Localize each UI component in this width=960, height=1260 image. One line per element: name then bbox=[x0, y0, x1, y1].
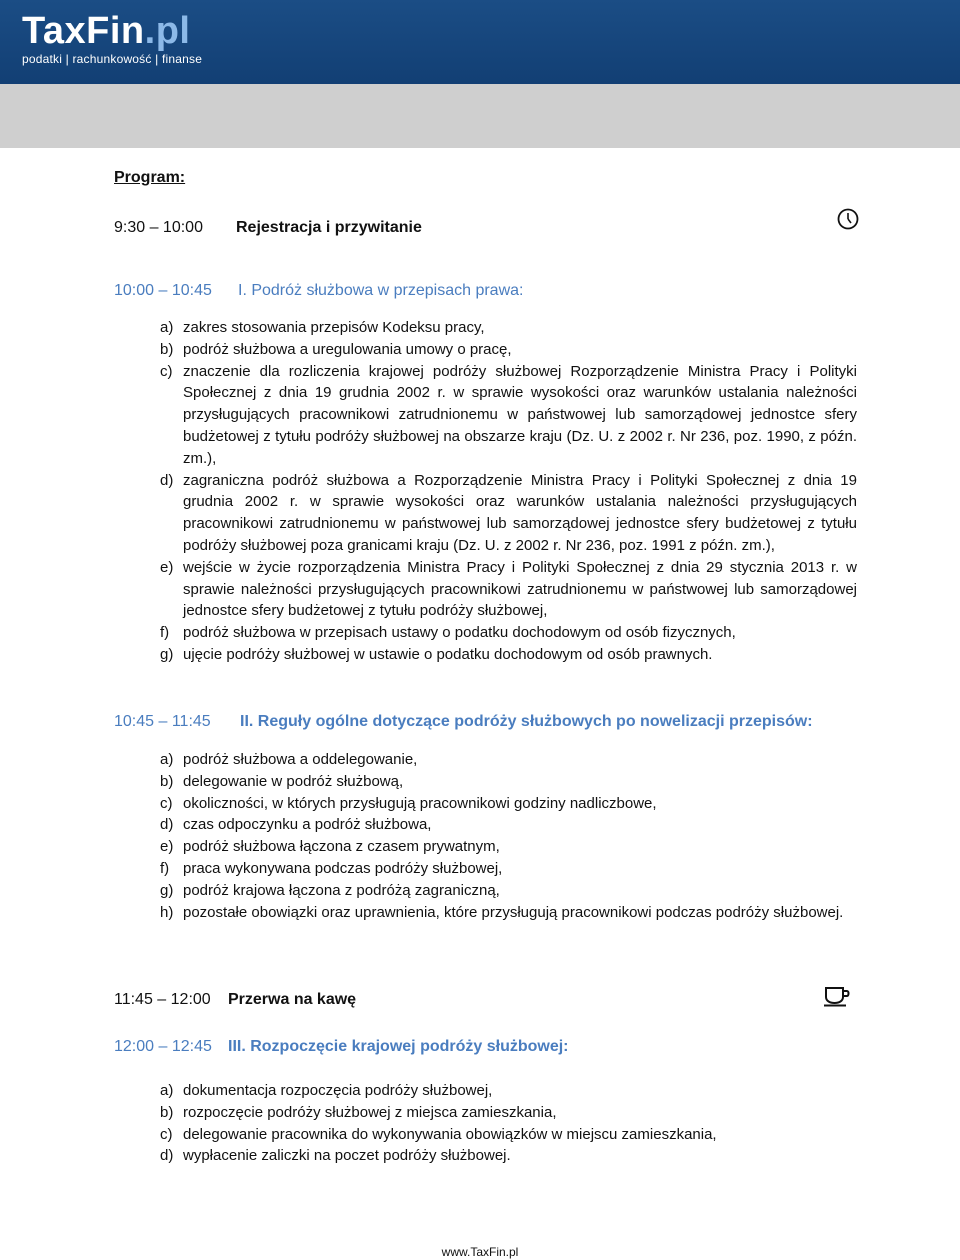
logo-tagline: podatki | rachunkowość | finanse bbox=[22, 52, 203, 66]
session-title: Przerwa na kawę bbox=[228, 991, 357, 1008]
logo-text: TaxFin.pl bbox=[22, 10, 191, 52]
list-item: d) wypłacenie zaliczki na poczet podróży służbowej. bbox=[160, 1147, 511, 1165]
session-time: 9:30 – 10:00 bbox=[114, 219, 203, 236]
clock-icon bbox=[837, 208, 859, 230]
session-4-items bbox=[160, 1080, 857, 1167]
session-registration bbox=[114, 218, 422, 238]
list-item: d) zagraniczna podróż służbowa a Rozporządzenie Ministra Pracy i Polityki Społecznej z dnia 19 grudnia 2002 r. w sprawie wysokości oraz warunków ustalania należności przysługujących pracownikowi zatrudnionemu w państwowej lub samorządowej jednostce sfery budżetowej z tytułu podróży służbowej poza granicami kraju (Dz. U. z 2002 r. Nr 236, poz. 1991 z późn. zm.), bbox=[160, 471, 857, 554]
session-title: III. Rozpoczęcie krajowej podróży służbowej: bbox=[228, 1038, 569, 1055]
session-1-header bbox=[114, 281, 523, 301]
program-title: Program: bbox=[114, 169, 186, 186]
list-item: c) okoliczności, w których przysługują pracownikowi godziny nadliczbowe, bbox=[160, 794, 657, 812]
session-time: 11:45 – 12:00 bbox=[114, 991, 211, 1008]
footer-url[interactable]: www.TaxFin.pl bbox=[441, 1245, 519, 1259]
list-item: f) podróż służbowa w przepisach ustawy o podatku dochodowym od osób fizycznych, bbox=[160, 624, 736, 642]
session-1-items bbox=[160, 317, 857, 666]
list-item: a) zakres stosowania przepisów Kodeksu pracy, bbox=[160, 319, 485, 336]
list-item: b) podróż służbowa a uregulowania umowy o pracę, bbox=[160, 340, 512, 358]
list-item: a) dokumentacja rozpoczęcia podróży służbowej, bbox=[160, 1082, 493, 1099]
session-time: 10:45 – 11:45 bbox=[114, 713, 211, 730]
list-item: c) delegowanie pracownika do wykonywania obowiązków w miejscu zamieszkania, bbox=[160, 1125, 717, 1143]
list-item: a) podróż służbowa a oddelegowanie, bbox=[160, 751, 418, 768]
session-4-header bbox=[114, 1037, 569, 1057]
list-item: d) czas odpoczynku a podróż służbowa, bbox=[160, 816, 432, 834]
session-title: I. Podróż służbowa w przepisach prawa: bbox=[238, 282, 524, 299]
coffee-cup-icon bbox=[823, 985, 851, 1007]
list-item: c) znaczenie dla rozliczenia krajowej podróży służbowej Rozporządzenie Ministra Pracy i Polityki Społecznej z dnia 19 grudnia 2002 r. w sprawie wysokości oraz warunków ustalania należności przysługujących pracownikowi zatrudnionemu w państwowej lub samorządowej jednostce sfery budżetowej z tytułu podróży służbowej na obszarze kraju (Dz. U. z 2002 r. Nr 236, poz. 1990, z późn. zm.), bbox=[160, 362, 857, 467]
list-item: b) delegowanie w podróż służbową, bbox=[160, 772, 404, 790]
session-2-items bbox=[160, 749, 857, 923]
session-title: II. Reguły ogólne dotyczące podróży służbowych po nowelizacji przepisów: bbox=[240, 713, 813, 730]
session-title: Rejestracja i przywitanie bbox=[236, 219, 422, 236]
session-coffee-break bbox=[114, 990, 356, 1010]
session-time: 10:00 – 10:45 bbox=[114, 282, 212, 299]
logo[interactable] bbox=[22, 12, 202, 66]
list-item: g) podróż krajowa łączona z podróżą zagraniczną, bbox=[160, 881, 500, 899]
list-item: b) rozpoczęcie podróży służbowej z miejsca zamieszkania, bbox=[160, 1103, 557, 1121]
list-item: f) praca wykonywana podczas podróży służbowej, bbox=[160, 859, 503, 877]
header-banner bbox=[0, 0, 960, 84]
list-item: e) wejście w życie rozporządzenia Ministra Pracy i Polityki Społecznej z dnia 29 stycznia 2013 r. w sprawie należności przysługujących pracownikowi zatrudnionemu w państwowej lub samorządowej jednostce sfery budżetowej z tytułu podróży służbowej, bbox=[160, 558, 857, 620]
list-item: g) ujęcie podróży służbowej w ustawie o podatku dochodowym od osób prawnych. bbox=[160, 645, 713, 663]
session-time: 12:00 – 12:45 bbox=[114, 1038, 212, 1055]
list-item: e) podróż służbowa łączona z czasem prywatnym, bbox=[160, 838, 500, 856]
session-2-header bbox=[114, 712, 813, 732]
header-strip bbox=[0, 84, 960, 148]
list-item: h) pozostałe obowiązki oraz uprawnienia, które przysługują pracownikowi podczas podróży służbowej. bbox=[160, 903, 844, 921]
